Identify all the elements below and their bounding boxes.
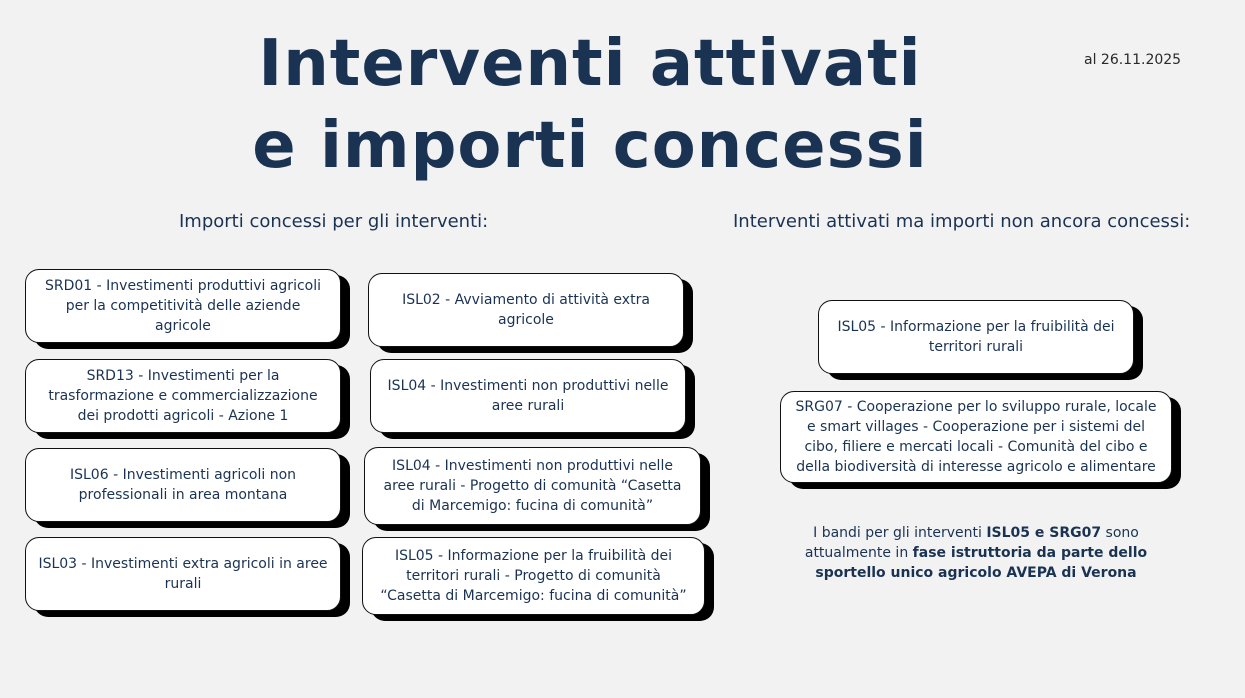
note-bold-1: ISL05 e SRG07 — [986, 525, 1102, 541]
status-note — [770, 523, 1182, 583]
intervention-card-isl04 — [370, 359, 686, 433]
intervention-card-isl02 — [368, 273, 684, 347]
right-section-heading: Interventi attivati ma importi non ancora concessi: — [733, 211, 1191, 232]
card-text: ISL05 - Informazione per la fruibilità dei territori rurali — [837, 319, 1115, 355]
intervention-card-srd13 — [25, 359, 341, 433]
intervention-card-srd01 — [25, 269, 341, 343]
page-title-line-2: e importi concessi — [252, 109, 928, 183]
pending-card-isl05 — [818, 300, 1134, 374]
card-text: ISL06 - Investimenti agricoli non professionali in area montana — [69, 467, 297, 503]
intervention-card-isl04-casetta — [364, 447, 701, 525]
card-text: ISL04 - Investimenti non produttivi nelle aree rurali — [387, 378, 669, 414]
note-bold-2: fase istruttoria da parte dello sportello unico agricolo AVEPA di Verona — [815, 545, 1148, 581]
left-section-heading: Importi concessi per gli interventi: — [179, 211, 489, 232]
card-text: SRG07 - Cooperazione per lo sviluppo rurale, locale e smart villages - Cooperazione per i sistemi del cibo, filiere e mercati locali - Comunità del cibo e della biodiversità di interesse agricolo e alimentare — [795, 399, 1157, 475]
date-label: al 26.11.2025 — [1084, 52, 1182, 68]
note-text-2: sono attualmente in — [804, 525, 1139, 561]
card-text: ISL04 - Investimenti non produttivi nelle aree rurali - Progetto di comunità “Casetta di Marcemigo: fucina di comunità” — [383, 458, 682, 514]
pending-card-srg07 — [780, 391, 1172, 483]
intervention-card-isl06 — [25, 448, 341, 522]
card-text: ISL03 - Investimenti extra agricoli in aree rurali — [38, 556, 328, 592]
page-title-line-1: Interventi attivati — [258, 27, 922, 101]
intervention-card-isl05-casetta — [362, 537, 705, 615]
intervention-card-isl03 — [25, 537, 341, 611]
card-text: SRD13 - Investimenti per la trasformazione e commercializzazione dei prodotti agricoli - Azione 1 — [48, 368, 318, 424]
card-text: SRD01 - Investimenti produttivi agricoli per la competitività delle aziende agricole — [45, 278, 321, 334]
note-text-1: I bandi per gli interventi — [813, 525, 987, 541]
card-text: ISL05 - Informazione per la fruibilità dei territori rurali - Progetto di comunità “Casetta di Marcemigo: fucina di comunità” — [380, 548, 687, 604]
card-text: ISL02 - Avviamento di attività extra agricole — [402, 292, 650, 328]
